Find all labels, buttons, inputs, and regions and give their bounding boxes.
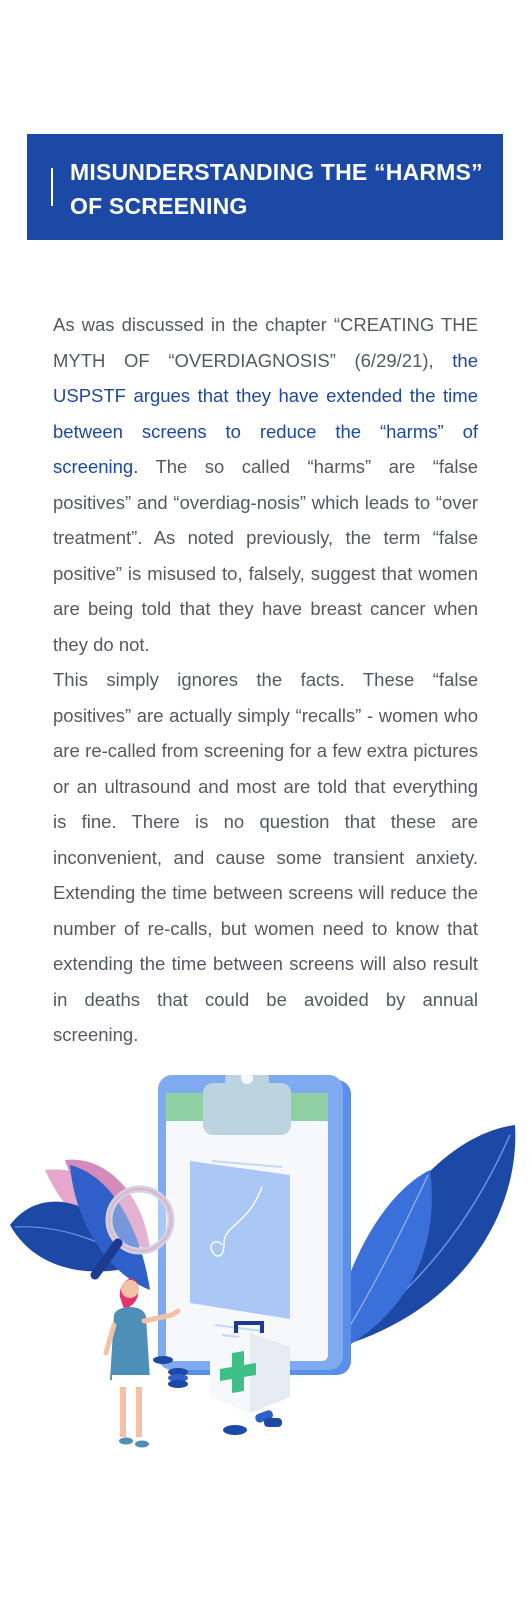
right-leaves-icon xyxy=(330,1125,515,1353)
paragraph1-lead: As was discussed in the chapter “CREATING THE MYTH OF “OVERDIAGNOSIS” (6/29/21), xyxy=(53,314,478,371)
page-title-line2: OF SCREENING xyxy=(70,193,248,219)
page-title xyxy=(70,155,500,223)
screening-illustration xyxy=(0,1075,530,1485)
body-paragraph-2: This simply ignores the facts. These “false positives” are actually simply “recalls” - women who are re-called from screening for a few extra pictures or an ultrasound and most are told that everything is fine. There is no question that these are inconvenient, and cause some transient anxiety. Extending the time between screens will reduce the number of re-calls, but women need to know that extending the time between screens will also result in deaths that could be avoided by annual screening. xyxy=(53,669,478,1045)
paragraph1-rest: The so called “harms” are “false positives” and “overdiag-nosis” which leads to “over treatment”. As noted previously, the term “false positive” is misused to, falsely, suggest that women are being told that they have breast cancer when they do not. xyxy=(53,456,478,655)
body-paragraph-1 xyxy=(53,307,478,662)
title-accent-bar xyxy=(51,168,53,206)
page-title-line1: MISUNDERSTANDING THE “HARMS” xyxy=(70,159,483,185)
paragraph1-highlight: the USPSTF argues that they have extended the time between screens to reduce the “harms” of screening. xyxy=(53,349,478,477)
clipboard-icon xyxy=(158,1075,351,1375)
title-banner xyxy=(27,134,503,240)
